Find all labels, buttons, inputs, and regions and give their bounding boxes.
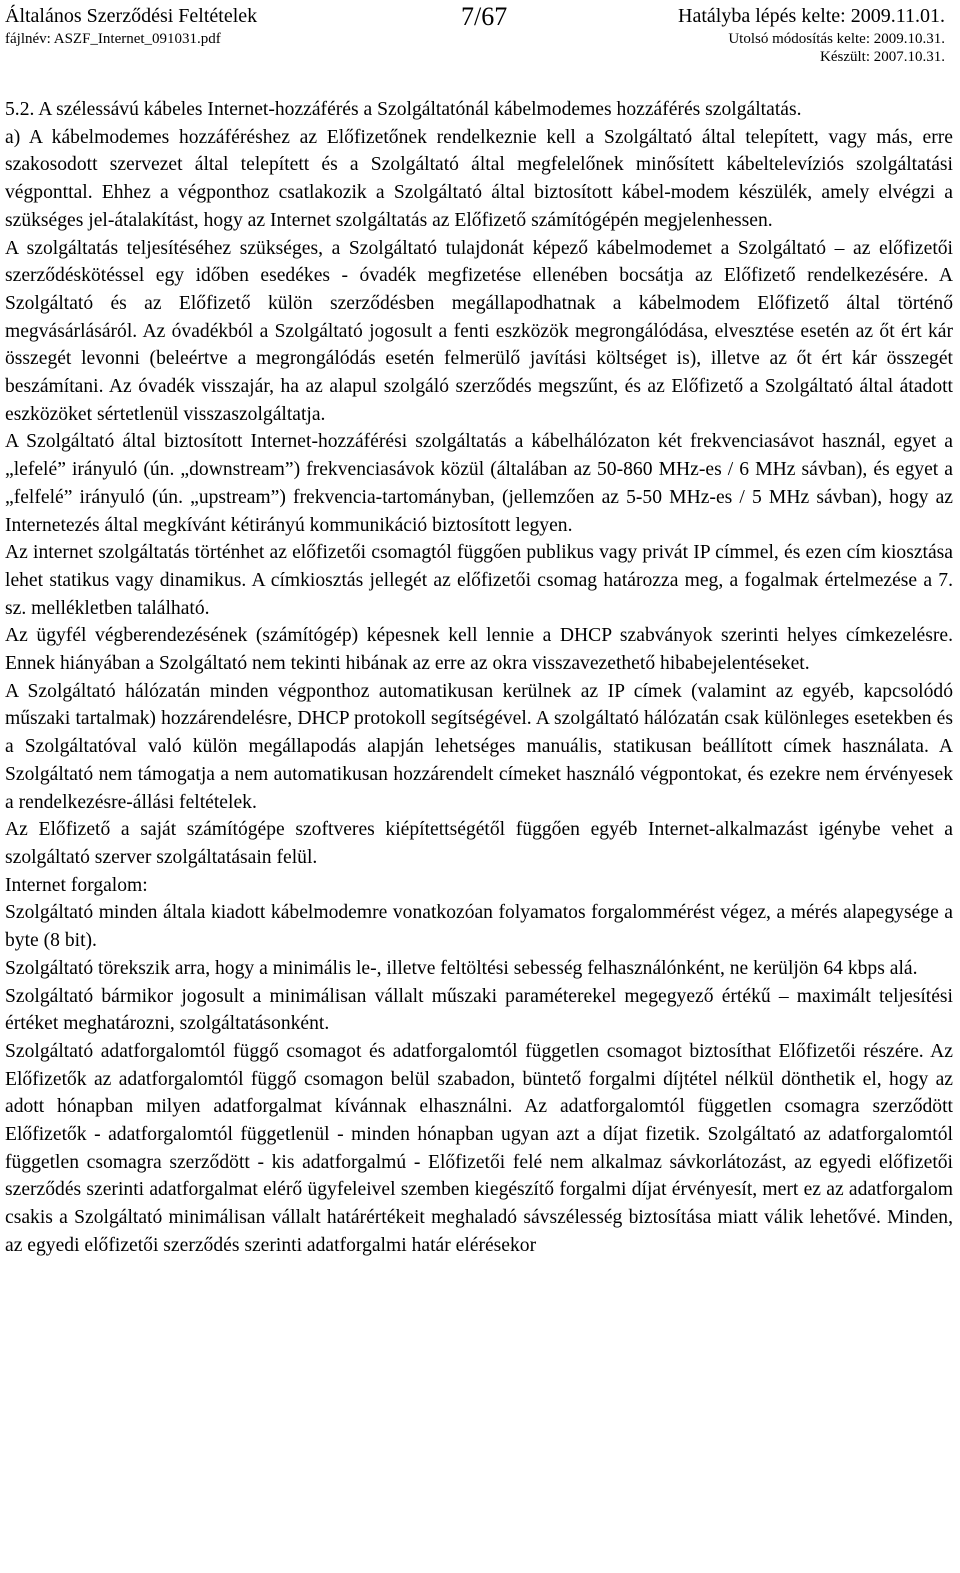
paragraph-maximum-values: Szolgáltató bármikor jogosult a minimálisan vállalt műszaki paraméterekel megegyező értékű – maximált teljesítési értéket meghatározni, szolgáltatásonként. xyxy=(5,985,953,1035)
paragraph-modem-requirements: a) A kábelmodemes hozzáféréshez az Előfizetőnek rendelkeznie kell a Szolgáltató által telepített, vagy más, erre szakosodott szervezet által telepített és a Szolgáltató által megfelelőnek minősített kábeltelevíziós szolgáltatási végponttal. Ehhez a végponthoz csatlakozik a Szolgáltató által biztosított kábel-modem készülék, amely elvégzi a szükséges jel-átalakítást, hogy az Internet szolgáltatás az Előfizető számítógépén megjelenhessen. xyxy=(5,126,953,231)
paragraph-dhcp-requirement: Az ügyfél végberendezésének (számítógép) képesnek kell lennie a DHCP szabványok szerinti helyes címkezelésre. Ennek hiányában a Szolgáltató nem tekinti hibának az erre az okra visszavezethető hibabejelentéseket. xyxy=(5,625,953,675)
paragraph-frequency-bands: A Szolgáltató által biztosított Internet-hozzáférési szolgáltatás a kábelhálózaton két frekvenciasávot használ, egyet a „lefelé” irányuló (ún. „downstream”) frekvenciasávok közül (általában az 50-860 MHz-es / 6 MHz sávban), és egyet a „felfelé” irányuló (ún. „upstream”) frekvencia-tartományban, (jellemzően az 5-50 MHz-es / 5 MHz sávban), hogy az Internetezés által megkívánt kétirányú kommunikáció biztosított legyen. xyxy=(5,431,953,536)
header-page-number: 7/67 xyxy=(461,2,508,31)
paragraph-deposit: A szolgáltatás teljesítéséhez szükséges, a Szolgáltató tulajdonát képező kábelmodemet a Szolgáltató – az előfizetői szerződéskötéssel egy időben esedékes - óvadék megfizetése ellenében bocsátja az Előfizető rendelkezésére. A Szolgáltató és az Előfizető külön szerződésben megállapodhatnak a kábelmodem Előfizető által történő megvásárlásáról. Az óvadékból a Szolgáltató jogosult a fenti eszközök megrongálódása, elvesztése esetén az őt ért kár összegét levonni (beleértve a megrongálódás esetén felmerülő javítási költséget is), illetve az őt ért kár összegét beszámítani. Az óvadék visszajár, ha az alapul szolgáló szerződés megszűnt, és az Előfizető a Szolgáltató által átadott eszközöket sértetlenül visszaszolgáltatja. xyxy=(5,237,953,425)
paragraph-section-title: 5.2. A szélessávú kábeles Internet-hozzáférés a Szolgáltatónál kábelmodemes hozzáférés szolgáltatás. xyxy=(5,99,802,120)
paragraph-traffic-packages: Szolgáltató adatforgalomtól függő csomagot és adatforgalomtól független csomagot biztosíthat Előfizetői részére. Az Előfizetők az adatforgalomtól függő csomagon belül szabadon, büntető forgalmi díjtétel nélkül dönthetik el, hogy az adott hónapban milyen adatforgalmat kívánnak elhasználni. Az adatforgalomtól független csomagra szerződött Előfizetők - adatforgalomtól függetlenül - minden hónapban ugyan azt a díjat fizetik. Szolgáltató az adatforgalomtól független csomagra szerződött - kis adatforgalmú - Előfizetői felé nem alkalmaz sávkorlátozást, az egyedi előfizetői szerződés szerinti adatforgalmat elérő ügyfeleivel szemben kiegészítő forgalmi díjat érvényesít, mert ez az adatforgalom csakis a Szolgáltató minimálisan vállalt határértékeit meghaladó sávszélesség biztosítása miatt válik lehetővé. Minden, az egyedi előfizetői szerződés szerinti adatforgalmi határ elérésekor xyxy=(5,1040,953,1256)
header-effective-date: Hatályba lépés kelte: 2009.11.01. xyxy=(678,5,945,27)
header-last-modified: Utolsó módosítás kelte: 2009.10.31. xyxy=(728,31,945,47)
paragraph-minimum-speed: Szolgáltató törekszik arra, hogy a minimális le-, illetve feltöltési sebesség felhasználónként, ne kerüljön 64 kbps alá. xyxy=(5,957,918,979)
header-file-name: fájlnév: ASZF_Internet_091031.pdf xyxy=(5,31,221,47)
paragraph-software: Az Előfizető a saját számítógépe szoftveres kiépítettségétől függően egyéb Internet-alkalmazást igénybe vehet a szolgáltató szerver szolgáltatásain felül. xyxy=(5,819,953,868)
document-page xyxy=(5,0,953,1573)
paragraph-traffic-measurement: Szolgáltató minden általa kiadott kábelmodemre vonatkozóan folyamatos forgalommérést végez, a mérés alapegysége a byte (8 bit). xyxy=(5,902,953,952)
header-document-title: Általános Szerződési Feltételek xyxy=(5,5,258,27)
paragraph-dhcp-assignment: A Szolgáltató hálózatán minden végponthoz automatikusan kerülnek az IP címek (valamint az egyéb, kapcsolódó műszaki tartalmak) hozzárendelésre, DHCP protokoll segítségével. A szolgáltató hálózatán csak különleges esetekben és a Szolgáltatóval való külön megállapodás alapján lehetséges manuális, statikusan beállított címek használata. A Szolgáltató nem támogatja a nem automatikusan hozzárendelt címeket használó végpontokat, és ezekre nem érvényesek a rendelkezésre-állási feltételek. xyxy=(5,680,953,813)
paragraph-traffic-heading: Internet forgalom: xyxy=(5,874,148,896)
header-created-date: Készült: 2007.10.31. xyxy=(820,49,945,65)
paragraph-ip-address: Az internet szolgáltatás történhet az előfizetői csomagtól függően publikus vagy privát IP címmel, és ezen cím kiosztása lehet statikus vagy dinamikus. A címkiosztás jellegét az előfizetői csomag határozza meg, a fogalmak értelmezése a 7. sz. mellékletben található. xyxy=(5,542,953,619)
document-body xyxy=(5,96,953,1260)
